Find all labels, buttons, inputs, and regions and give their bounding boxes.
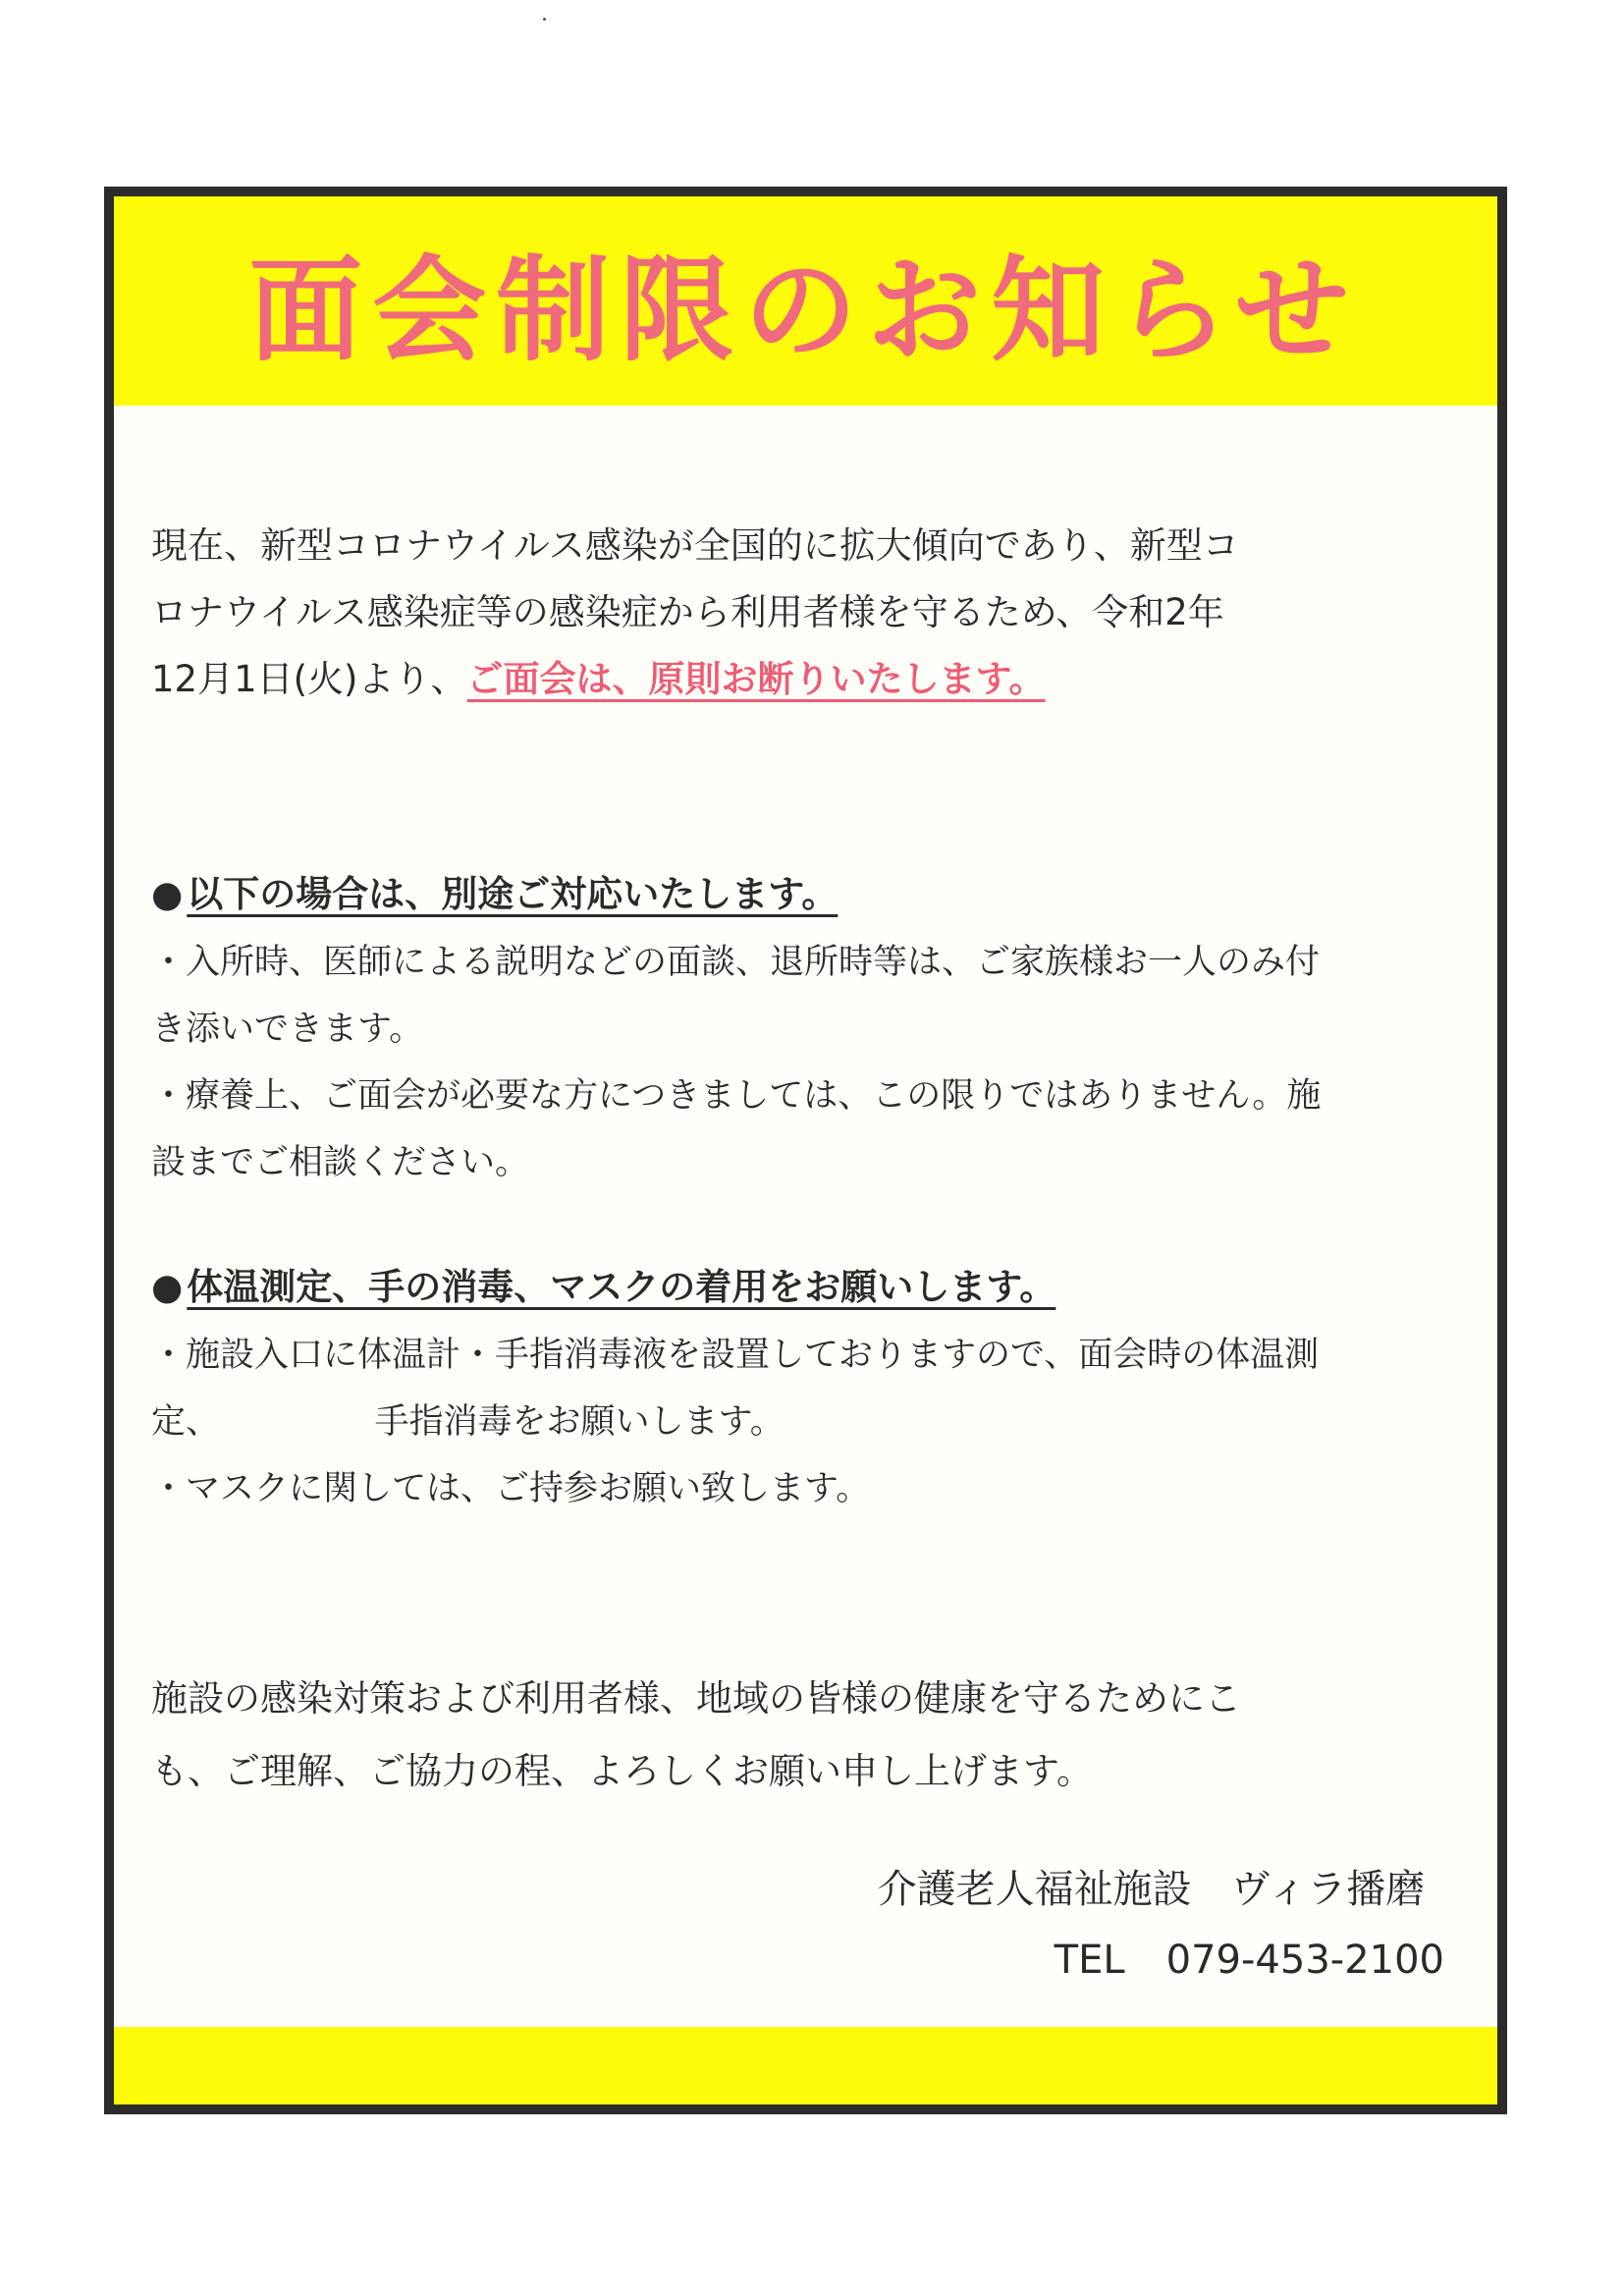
intro-date-text: 12月1日(火)より、 <box>151 658 467 700</box>
precautions-heading <box>151 1263 1460 1312</box>
notice-frame <box>104 187 1507 2114</box>
precautions-item-line: ・施設入口に体温計・手指消毒液を設置しておりますので、面会時の体温測 <box>151 1336 1320 1375</box>
visit-refusal-emphasis: ご面会は、原則お断りいたします。 <box>466 658 1046 700</box>
exceptions-item-line: ・入所時、医師による説明などの面談、退所時等は、ご家族様お一人のみ付 <box>151 943 1321 982</box>
precautions-item-line: 定、 手指消毒をお願いします。 <box>151 1402 784 1442</box>
phone-line <box>878 1925 1444 1995</box>
bullet-icon: ● <box>151 1266 184 1308</box>
intro-paragraph <box>151 513 1460 713</box>
tel-label: TEL <box>1054 1938 1125 1983</box>
precautions-item-line: ・マスクに関しては、ご持参お願い致します。 <box>151 1469 871 1508</box>
organization-block <box>878 1854 1444 1995</box>
closing-line-1: 施設の感染対策および利用者様、地域の皆様の健康を守るためにこ <box>151 1677 1241 1720</box>
scan-speck <box>543 18 546 21</box>
exceptions-section <box>151 870 1460 1196</box>
tel-number: 079-453-2100 <box>1165 1938 1444 1983</box>
exceptions-item-line: 設までご相談ください。 <box>151 1143 530 1182</box>
exceptions-item-line: き添いできます。 <box>151 1010 424 1049</box>
title-banner <box>114 196 1497 406</box>
exceptions-item-line: ・療養上、ご面会が必要な方につきましては、この限りではありません。施 <box>151 1076 1322 1116</box>
intro-line-3 <box>151 646 1460 713</box>
exceptions-heading <box>151 870 1460 919</box>
exceptions-heading-text: 以下の場合は、別途ご対応いたします。 <box>187 873 839 915</box>
intro-line-1: 現在、新型コロナウイルス感染が全国的に拡大傾向であり、新型コ <box>151 524 1239 567</box>
bullet-icon: ● <box>151 873 184 915</box>
closing-paragraph <box>151 1663 1460 1808</box>
notice-title: 面会制限のお知らせ <box>248 245 1359 377</box>
intro-line-2: ロナウイルス感染症等の感染症から利用者様を守るため、令和2年 <box>151 591 1224 633</box>
organization-name: 介護老人福祉施設 ヴィラ播磨 <box>877 1867 1426 1912</box>
precautions-heading-text: 体温測定、手の消毒、マスクの着用をお願いします。 <box>187 1266 1056 1308</box>
precautions-section <box>151 1263 1460 1522</box>
closing-line-2: も、ご理解、ご協力の程、よろしくお願い申し上げます。 <box>151 1750 1094 1792</box>
footer-band <box>114 2027 1497 2105</box>
